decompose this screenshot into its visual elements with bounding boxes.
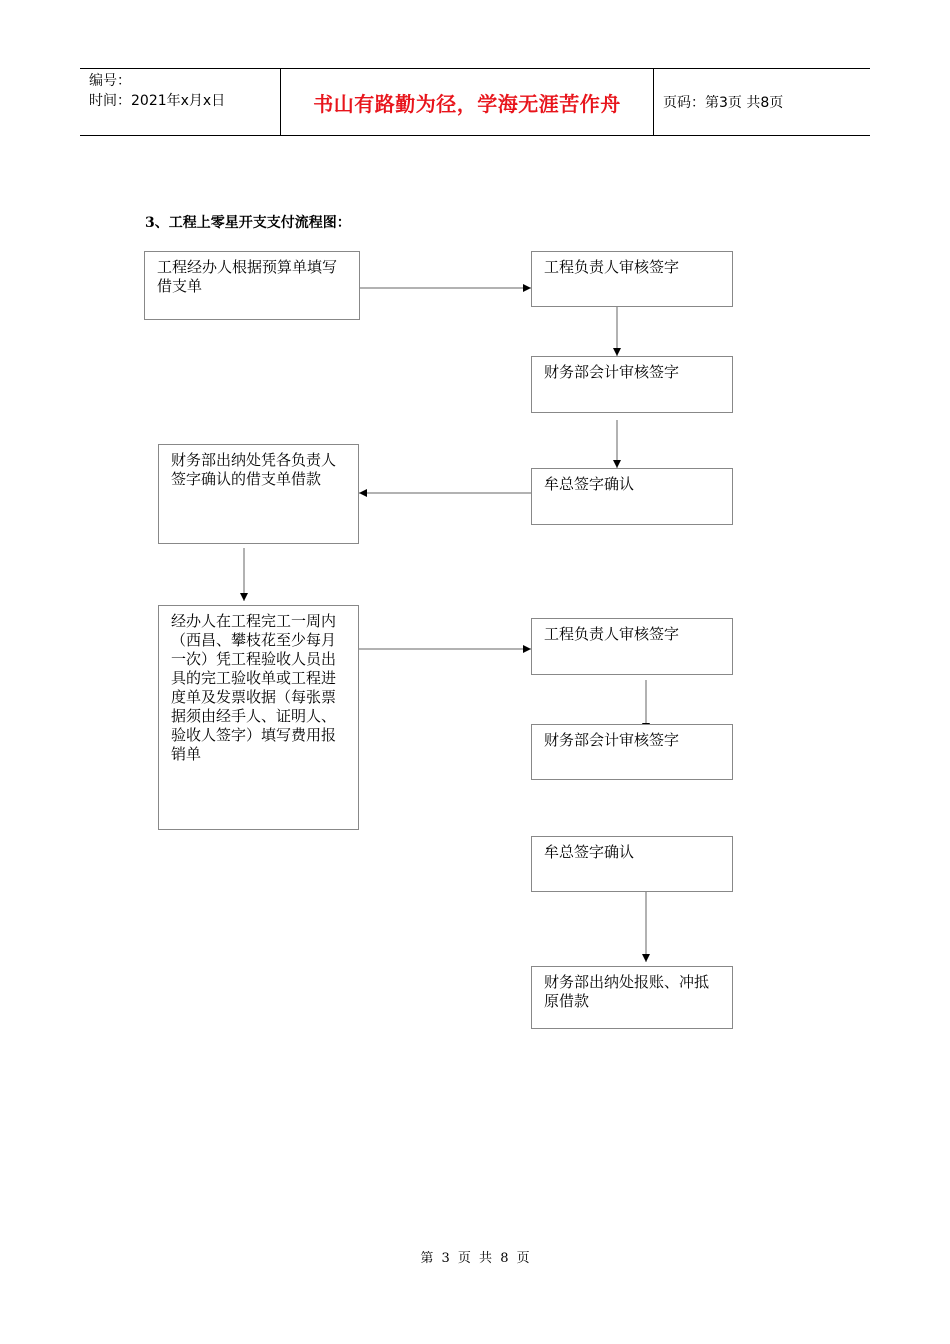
flow-step-general-manager-confirm-1: 牟总签字确认 xyxy=(531,468,733,525)
serial-label: 编号： xyxy=(89,73,131,89)
time-label: 时间：2021年x月x日 xyxy=(89,93,226,109)
flow-step-general-manager-confirm-2: 牟总签字确认 xyxy=(531,836,733,892)
flow-step-cashier-loan: 财务部出纳处凭各负责人签字确认的借支单借款 xyxy=(158,444,359,544)
header-motto: 书山有路勤为径，学海无涯苦作舟 xyxy=(313,91,621,116)
section-title: 3、工程上零星开支支付流程图： xyxy=(145,215,351,231)
flow-step-project-lead-approval-2: 工程负责人审核签字 xyxy=(531,618,733,675)
flow-step-borrow-form: 工程经办人根据预算单填写借支单 xyxy=(144,251,360,320)
flow-step-project-lead-approval-1: 工程负责人审核签字 xyxy=(531,251,733,307)
flow-step-cashier-settlement: 财务部出纳处报账、冲抵原借款 xyxy=(531,966,733,1029)
header-page-label: 页码：第3页 共8页 xyxy=(663,95,784,111)
page-footer: 第 3 页 共 8 页 xyxy=(420,1251,530,1266)
flow-step-accountant-approval-2: 财务部会计审核签字 xyxy=(531,724,733,780)
flow-step-accountant-approval-1: 财务部会计审核签字 xyxy=(531,356,733,413)
flow-step-expense-report: 经办人在工程完工一周内（西昌、攀枝花至少每月一次）凭工程验收人员出具的完工验收单或工程进度单及发票收据（每张票据须由经手人、证明人、验收人签字）填写费用报销单 xyxy=(158,605,359,830)
